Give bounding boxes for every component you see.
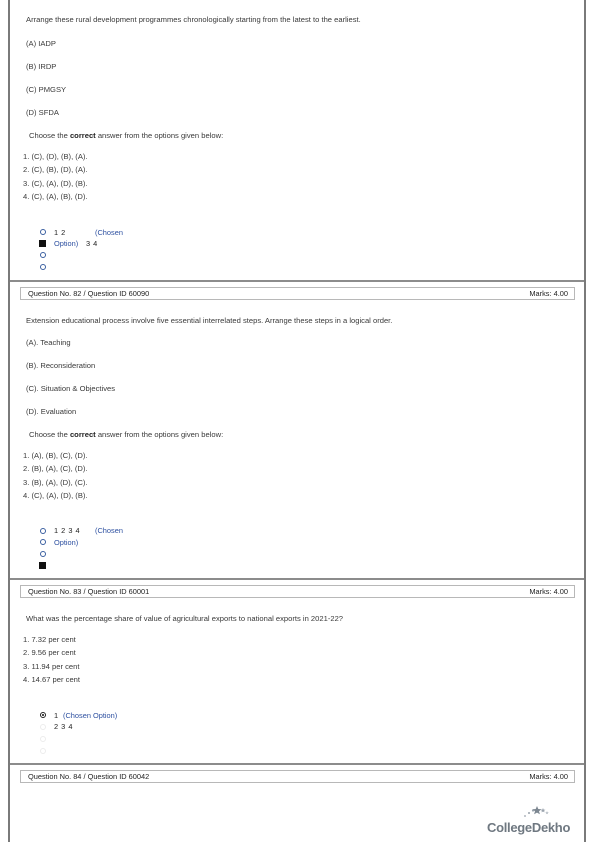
q83-question-text: What was the percentage share of value of agricultural exports to national exports in 2021-22? [26, 614, 344, 623]
q81-response-numbers-2: 3 4 [86, 239, 98, 248]
q82-radio-1[interactable] [40, 528, 46, 534]
q81-option-b: (B) IRDP [26, 62, 57, 71]
question-separator [10, 763, 584, 765]
q83-header-bar [20, 585, 575, 598]
collegedekho-logo [487, 805, 579, 835]
q82-instruction-pre: Choose the [29, 430, 70, 439]
q82-answer-4: 4. (C), (A), (D), (B). [23, 490, 88, 500]
q83-radio-1-selected[interactable] [40, 712, 46, 718]
q82-chosen-label-1: (Chosen [95, 526, 123, 535]
q82-option-a: (A). Teaching [26, 338, 71, 347]
question-separator [10, 578, 584, 580]
q81-instruction-bold: correct [69, 131, 96, 140]
q83-header-marks: Marks: 4.00 [529, 587, 568, 596]
q81-radio-4[interactable] [40, 264, 46, 270]
question-separator [10, 280, 584, 282]
q82-option-c: (C). Situation & Objectives [26, 384, 116, 393]
q81-answer-2: 2. (C), (B), (D), (A). [23, 165, 88, 175]
q81-option-a: (A) IADP [26, 39, 56, 48]
q84-header-id: Question No. 84 / Question ID 60042 [28, 772, 150, 781]
q81-instruction-post: answer from the options given below: [95, 131, 224, 140]
q84-header-marks: Marks: 4.00 [529, 772, 568, 781]
q82-radio-4-selected[interactable] [39, 562, 46, 569]
q82-answer-3: 3. (B), (A), (D), (C). [23, 477, 88, 487]
q83-answer-1: 1. 7.32 per cent [23, 635, 76, 644]
q82-chosen-label-2: Option) [54, 538, 79, 547]
q81-question-text: Arrange these rural development programmes chronologically starting from the latest to the earliest. [26, 15, 361, 24]
q81-answer-4: 4. (C), (A), (B), (D). [23, 191, 88, 201]
q82-answer-list [23, 449, 88, 502]
q81-radio-2-selected[interactable] [39, 240, 46, 247]
q81-answer-1: 1. (C), (D), (B), (A). [23, 152, 88, 161]
q82-answer-1: 1. (A), (B), (C), (D). [23, 451, 88, 460]
q83-answer-list [23, 633, 80, 686]
q81-chosen-label-2: Option) [54, 239, 79, 248]
q82-instruction-bold: correct [69, 430, 96, 439]
q82-header-bar [20, 287, 575, 300]
q82-instruction [29, 430, 223, 439]
q83-radio-2[interactable] [40, 724, 46, 730]
q81-instruction-pre: Choose the [29, 131, 70, 140]
q83-header-id: Question No. 83 / Question ID 60001 [28, 587, 150, 596]
q82-header-marks: Marks: 4.00 [529, 289, 568, 298]
q81-radio-3[interactable] [40, 252, 46, 258]
logo-text: CollegeDekho [487, 820, 571, 835]
q82-option-d: (D). Evaluation [26, 407, 77, 416]
q83-answer-2: 2. 9.56 per cent [23, 648, 76, 658]
q81-chosen-label-1: (Chosen [95, 228, 123, 237]
q81-answer-3: 3. (C), (A), (D), (B). [23, 178, 88, 188]
q81-radio-1[interactable] [40, 229, 46, 235]
q82-radio-2[interactable] [40, 539, 46, 545]
q81-option-d: (D) SFDA [26, 108, 59, 117]
q82-question-text: Extension educational process involve five essential interrelated steps. Arrange these steps in a logical order. [26, 316, 393, 325]
q82-response-numbers: 1 2 3 4 [54, 526, 81, 535]
q83-answer-4: 4. 14.67 per cent [23, 674, 80, 684]
q82-header-id: Question No. 82 / Question ID 60090 [28, 289, 150, 298]
q81-response-numbers-1: 1 2 [54, 228, 66, 237]
q82-instruction-post: answer from the options given below: [95, 430, 224, 439]
q81-instruction [29, 131, 223, 140]
q82-option-b: (B). Reconsideration [26, 361, 96, 370]
q82-answer-2: 2. (B), (A), (C), (D). [23, 464, 88, 474]
q83-radio-3[interactable] [40, 736, 46, 742]
q83-radio-4[interactable] [40, 748, 46, 754]
q84-header-bar [20, 770, 575, 783]
q81-answer-list [23, 150, 88, 203]
q83-chosen-label: (Chosen Option) [63, 711, 118, 720]
q82-radio-3[interactable] [40, 551, 46, 557]
q83-response-number-1: 1 [54, 711, 59, 720]
q83-response-numbers-2: 2 3 4 [54, 722, 73, 731]
q83-answer-3: 3. 11.94 per cent [23, 661, 80, 671]
q81-option-c: (C) PMGSY [26, 85, 67, 94]
